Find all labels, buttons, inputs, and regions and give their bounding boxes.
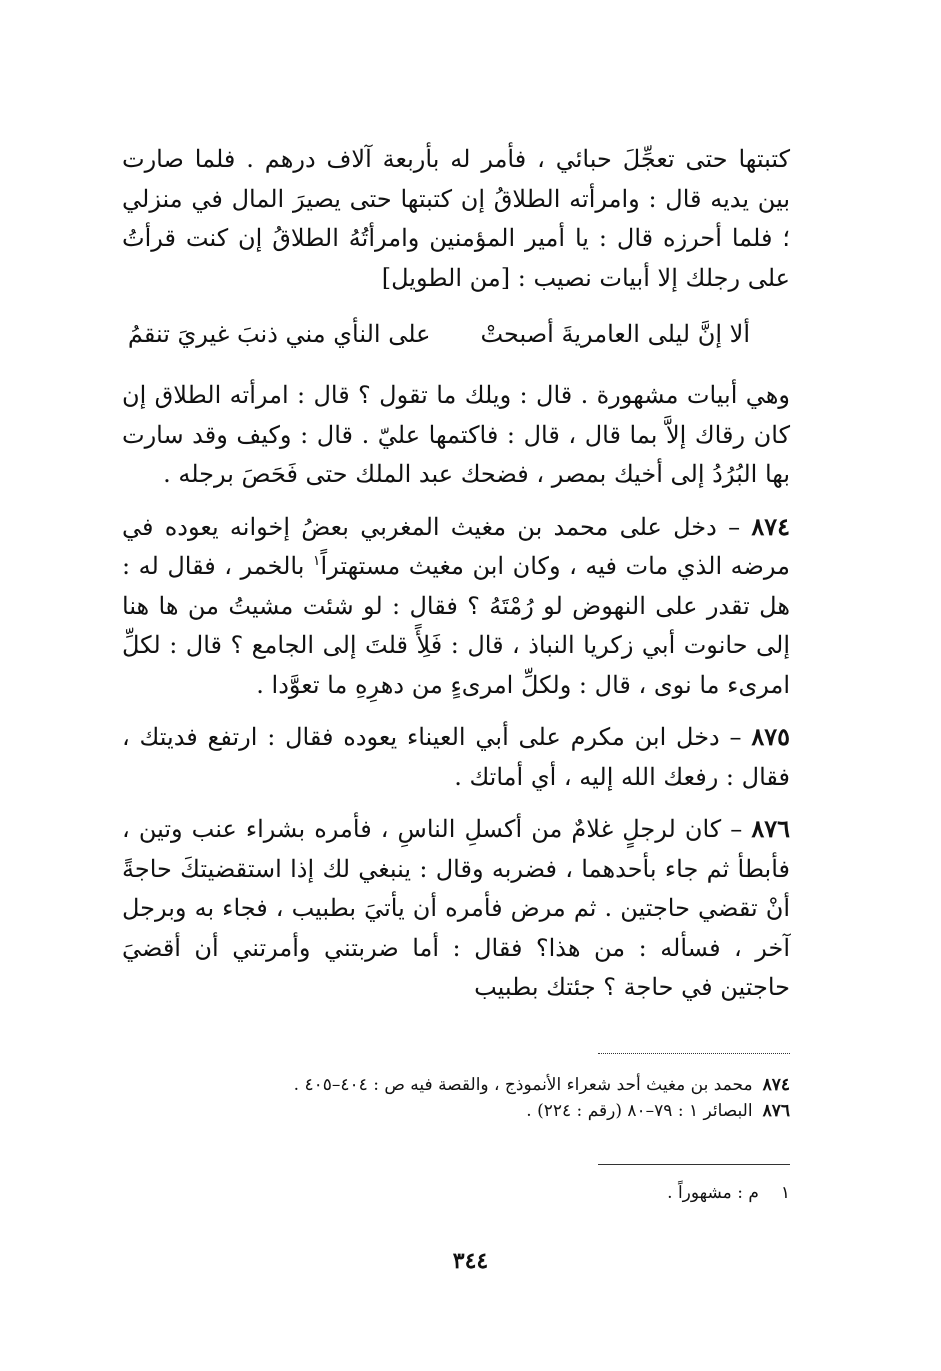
entry-text: – كان لرجلٍ غلامٌ من أكسلِ الناسِ ، فأمره بشراء عنب وتين ، فأبطأ ثم جاء بأحدهما ، فضربه وقال : ينبغي لك إذا استقضيتكَ حاجةً أنْ تقضي حاجتين . ثم مرض فأمره أن يأتيَ بطبيب ، فجاء به وبرجل آخر ، فسأله : من هذا؟ فقال : أما ضربتني وأمرتني أن أقضيَ حاجتين في حاجة ؟ جئتك بطبيب [122,815,790,1001]
marginal-note-number: ١ [780,1183,790,1203]
entry-number: ٨٧٦ [751,814,790,843]
footnote-text: البصائر ١ : ٧٩–٨٠ (رقم : ٢٢٤) . [526,1101,753,1121]
note-reference: ١ [312,553,321,569]
entry-874 [122,507,790,706]
footnote-divider [598,1053,790,1054]
footnote-item [200,1072,790,1098]
paragraph-after-verse: وهي أبيات مشهورة . قال : ويلك ما تقول ؟ قال : امرأته الطلاق إن كان رقاك إلاَّ بما قال ، قال : فاكتمها عليّ . قال : وكيف وقد سارت بها البُرُدُ إلى أخيك بمصر ، فضحك عبد الملك حتى فَحَصَ برجله . [122,381,790,488]
entry-text: – دخل على محمد بن مغيث المغربي بعضُ إخوانه يعوده في مرضه الذي مات فيه ، وكان ابن مغيث مستهتراً [122,512,790,580]
footnote-number: ٨٧٦ [762,1101,790,1121]
main-text [122,140,790,1008]
entry-876 [122,809,790,1008]
paragraph-opening: كتبتها حتى تعجِّلَ حبائي ، فأمر له بأربعة آلاف درهم . فلما صارت بين يديه قال : وامرأته الطلاقُ إن كتبتها حتى يصيرَ المال في منزلي ؛ فلما أحرزه قال : يا أمير المؤمنين وامرأتُهُ الطلاقُ إن كنت قرأتُ على رجلك إلا أبيات نصيب : [من الطويل] [122,145,790,292]
entry-text: – دخل ابن مكرم على أبي العيناء يعوده فقال : ارتفع فديتك ، فقال : رفعك الله إليه ، أي أماتك . [122,723,790,791]
footnote-text: محمد بن مغيث أحد شعراء الأنموذج ، والقصة فيه ص : ٤٠٤–٤٠٥ . [293,1075,753,1095]
marginal-note-divider [598,1164,790,1165]
verse-first-hemistich: ألا إنَّ ليلى العامريةَ أصبحتْ [480,320,750,348]
footnote-item [200,1098,790,1124]
footnote-number: ٨٧٤ [762,1075,790,1095]
verse-second-hemistich: على النأي مني ذنبَ غيريَ تنقمُ [127,320,431,348]
entry-number: ٨٧٥ [751,722,790,751]
marginal-note-text: م : مشهوراً . [667,1183,759,1203]
page-number: ٣٤٤ [452,1248,489,1274]
marginal-note [200,1180,790,1206]
entry-875 [122,717,790,797]
entry-number: ٨٧٤ [751,511,790,541]
entry-text-continued: بالخمر ، فقال له : هل تقدر على النهوض لو رُمْتَهُ ؟ فقال : لو شئت مشيتُ من ها هنا إلى حانوت أبي زكريا النباذ ، قال : فَلِأً قلتَ إلى الجامع ؟ قال : لكلِّ امرىء ما نوى ، قال : ولكلِّ امرىءٍ من دهرِهِ ما تعوَّدا . [122,552,790,699]
footnotes [200,1072,790,1124]
poetry-verse [122,314,750,354]
